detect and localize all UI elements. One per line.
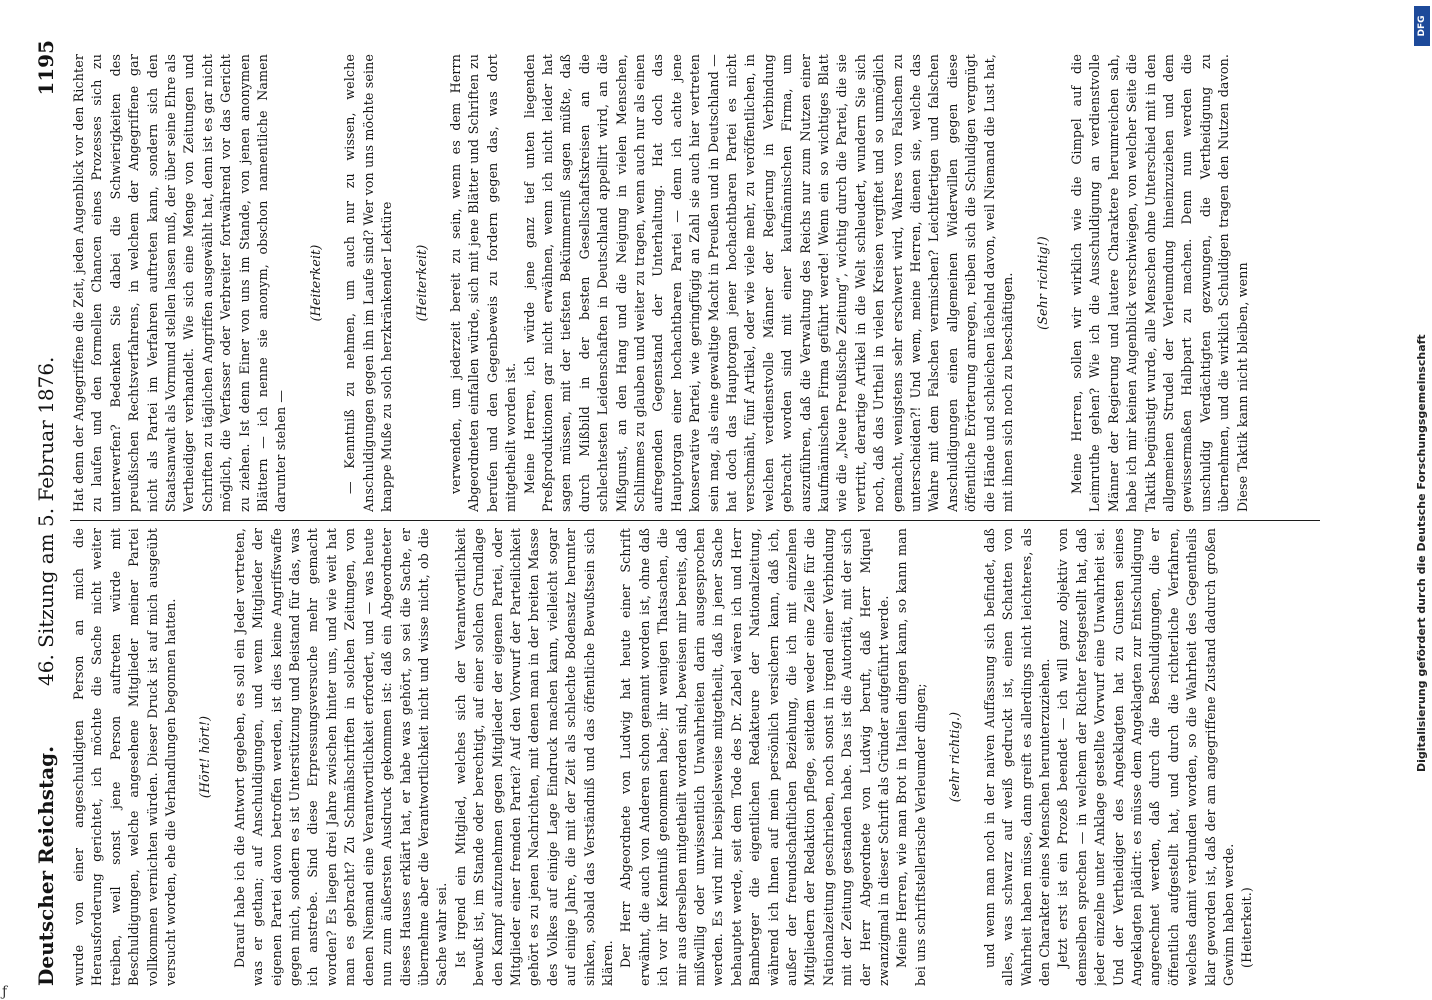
paragraph: Jetzt erst ist ein Prozeß beendet — ich will ganz objektiv von demselben sprechen — in welchem der Richter festgestellt hat, daß jeder einzelne unter Anklage gestellte Vorwurf eine Unwahrheit sei. Und der Vertheidiger des Angeklagten hat zu Gunsten seines Angeklagten plädirt: es müsse dem Angeklagten zur Entschuldigung angerechnet werden, daß durch die Beschuldigungen, die er öffentlich aufgestellt hat, und durch die richterliche Verfahren, welches damit verbunden worden, so die Wahrheit des Gegentheils klar geworden ist, daß der am angegriffene Zustand dadurch großen Gewinn haben werde. <box>1055 528 1236 986</box>
page-number: 1195 <box>34 40 58 96</box>
interjection: (Hört! hört!) <box>197 715 213 799</box>
paragraph: wurde von einer angeschuldigten Person an mich die Herausforderung gerichtet, ich möchte die Sache nicht weiter treiben, weil sonst jene Person auftreten würde mit Beschuldigungen, welche angesehene Mitglieder meiner Partei vollkommen vernichten würden. Dieser Druck ist auf mich ausgeübt versucht worden, ehe die Verhandlungen begonnen hatten. <box>71 528 179 986</box>
paragraph: Ist irgend ein Mitglied, welches sich der Verantwortlichkeit bewußt ist, im Stande oder berechtigt, auf einer solchen Grundlage den Kampf aufzunehmen gegen Mitglieder der eigenen Partei, oder Mitglieder einer fremden Partei? Auf den Vorwurf der Parteilichkeit gehört es zu jenen Nachrichten, mit denen man in der breiten Masse des Volkes auf einige Lage Eindruck machen kann, vielleicht sogar auf einige Jahre, die mit der Zeit als schlechte Bodensatz herunter sinken, sobald das Verständniß und das öffentliche Bewußtsein sich klären. <box>452 528 615 986</box>
right-text-column <box>70 54 1320 512</box>
column-divider <box>70 520 1320 521</box>
paragraph: (Heiterkeit.) <box>1239 887 1255 968</box>
session-title: 46. Sitzung am 5. Februar 1876. <box>34 356 58 686</box>
paragraph: verwenden, um jederzeit bereit zu sein, wenn es dem Herrn Abgeordneten einfallen würde, sich mit jene Blätter und Schriften zu berufen und den Gegenbeweis zu fordern gegen das, was dort mitgetheilt worden ist. <box>447 54 519 512</box>
interjection: (Heiterkeit) <box>413 244 429 322</box>
interjection: (sehr richtig.) <box>947 711 963 803</box>
paragraph: Hat denn der Angegriffene die Zeit, jeden Augenblick vor den Richter zu laufen und den formellen Chancen eines Prozesses sich zu unterwerfen? Bedenken Sie dabei die Schwierigkeiten des preußischen Rechtsverfahrens, in welchem der Angegriffene gar nicht als Partei im Verfahren auftreten kann, sondern sich den Staatsanwalt als Vormund stellen lassen muß, der über seine Ehre als Vertheidiger verhandelt. Wie sich eine Menge von Zeitungen und Schriften zu täglichen Angriffen ausgewählt hat, denn ist es gar nicht möglich, die Verfasser oder Verbreiter fortwährend vor das Gericht zu ziehen. Ist denn Einer von uns im Stande, von jenen anonymen Blättern — ich nenne sie anonym, obschon namentliche Namen darunter stehen — <box>71 54 289 512</box>
paragraph: — Kenntniß zu nehmen, um auch nur zu wissen, welche Anschuldigungen gegen ihn im Laufe sind? Wer von uns möchte seine knappe Muße zu solch herzkränkender Lektüre <box>342 54 395 512</box>
funding-credit-text: Digitalisierung gefördert durch die Deutsche Forschungsgemeinschaft <box>1415 334 1428 772</box>
paragraph: und wenn man noch in der naiven Auffassung sich befindet, daß alles, was schwarz auf weiß gedruckt ist, einen Schatten von Wahrheit haben müsse, dann greift es allerdings nicht leichteres, als den Charakter eines Menschen herunterzuziehen. <box>981 528 1052 986</box>
funding-credit <box>1412 52 1432 772</box>
corner-mark: ƒ <box>2 984 8 1000</box>
paragraph: Darauf habe ich die Antwort gegeben, es soll ein Jeder vertreten, was er gethan; auf Anschuldigungen, und wenn Mitglieder der eigenen Partei davon betroffen werden, ist dies keine Angriffswaffe gegen mich, sondern es ist Unterstützung und Beistand für das, was ich anstrebe. Sind diese Erpressungsversuche mehr gemacht worden? Es liegen drei Jahre zwischen hinter uns, und wie weit hat man es gebracht? Zu Schmähschriften in solchen Zeitungen, von denen Niemand eine Verantwortlichkeit erfordert, und — was heute nun zum äußersten Ausdruck gekommen ist: daß ein Abgeordneter dieses Hauses erklärt hat, er habe was gehört, so sei die Sache, er übernehme aber die Verantwortlichkeit nicht und wisse nicht, ob die Sache wahr sei. <box>231 528 450 986</box>
paragraph: Meine Herren, ich würde jene ganz tief unten liegenden Preßproduktionen gar nicht erwähnen, wenn ich nicht leider hat sagen müssen, mit der tiefsten Bekümmerniß sagen müßte, daß durch Mißbild in der besten Gesellschaftskreisen an die schlechtesten Leidenschaften in Deutschland appellirt wird, an die Mißgunst, an den Hang und die Neigung in vielen Menschen, Schlimmes zu glauben und weiter zu tragen, wenn auch nur als einen aufregenden Gegenstand der Unterhaltung. Hat doch das Hauptorgan einer hochachtbaren Partei — denn ich achte jene konservative Partei, wie geringfügig an Zahl sie auch hier vertreten sein mag, als eine gewaltige Macht in Preußen und in Deutschland — hat doch das Hauptorgan jener hochachtbaren Partei es nicht verschmäht, fünf Artikel, oder wie viele mehr, zu veröffentlichen, in welchen verdienstvolle Männer der Regierung in Verbindung gebracht worden sind mit einer kaufmännischen Firma, um auszuführen, daß die Verwaltung des Reichs nur zum Nutzen einer kaufmännischen Firma geführt werde! Wenn ein so wichtiges Blatt wie die „Neue Preußische Zeitung“, wichtig durch die Partei, die sie vertritt, derartige Artikel in die Welt schleudert, wundern Sie sich noch, daß das Urtheil in vielen Kreisen vergiftet und so unmöglich gemacht, wenigstens sehr erschwert wird, Wahres von Falschem zu unterscheiden?! Und wem, meine Herren, dienen sie, welche das Wahre mit dem Falschen vermischen? Leichtfertigen und falschen Anschuldigungen einen allgemeinen Widerwillen gegen diese öffentliche Erörterung anregen, reiben sich die Schuldigen vergnügt die Hände und schleichen lächelnd davon, weil Niemand die Lust hat, mit ihnen sich noch zu beschäftigen. <box>521 54 1016 512</box>
dfg-logo <box>1414 6 1430 46</box>
paragraph: Meine Herren, sollen wir wirklich wie die Gimpel auf die Leimruthe gehen? Wie ich die Ausschuldigung an verdienstvolle Männer der Regierung und lautere Charaktere herumreichen sah, habe ich mir keinen Augenblick verschwiegen, von welcher Seite die Taktik begünstigt wurde, alle Menschen ohne Unterschied mit in den allgemeinen Strudel der Verleumdung hineinzuziehen und dem gewissermaßen Halbpart zu machen. Denn nun werden die unschuldig Verdächtigten gezwungen, die Vertheidigung zu übernehmen, und die wirklich Schuldigen tragen den Nutzen davon. Diese Taktik kann nicht bleiben, wenn <box>1068 54 1250 512</box>
dfg-logo-text: DFG <box>1417 15 1427 37</box>
page-header <box>28 40 68 986</box>
paragraph: Der Herr Abgeordnete von Ludwig hat heute einer Schrift erwähnt, die auch von Anderen schon genannt worden ist, ohne daß ich vor ihr Kenntniß genommen habe; ihr wenigen Thatsachen, die mir aus derselben mitgetheilt worden sind, beweisen mir bereits, daß mißwillig oder unwissentlich Unwahrheiten darin ausgesprochen werden. Es wird mir beispielsweise mitgetheilt, daß in jener Sache behauptet werde, seit dem Tode des Dr. Zabel wären ich und Herr Bamberger die eigentlichen Redakteure der Nationalzeitung, während ich Ihnen auf mein persönlich versichern kann, daß ich, außer der freundschaftlichen Beziehung, die ich mit einzelnen Mitgliedern der Redaktion pflege, seitdem weder eine Zeile für die Nationalzeitung geschrieben, noch sonst in irgend einer Verbindung mit der Zeitung gestanden habe. Das ist die Autorität, mit der sich der Herr Abgeordnete von Ludwig beruft, daß Herr Miquel zwanzigmal in dieser Schrift als Gründer aufgeführt werde. <box>618 528 892 986</box>
interjection: (Heiterkeit) <box>307 244 323 322</box>
interjection: (Sehr richtig!) <box>1034 236 1050 330</box>
paragraph: Meine Herren, wie man Brot in Italien dingen kann, so kann man bei uns schriftstellerische Verleumder dingen; <box>894 528 928 986</box>
left-text-column <box>70 528 1320 986</box>
publication-title: Deutscher Reichstag. <box>34 745 58 986</box>
